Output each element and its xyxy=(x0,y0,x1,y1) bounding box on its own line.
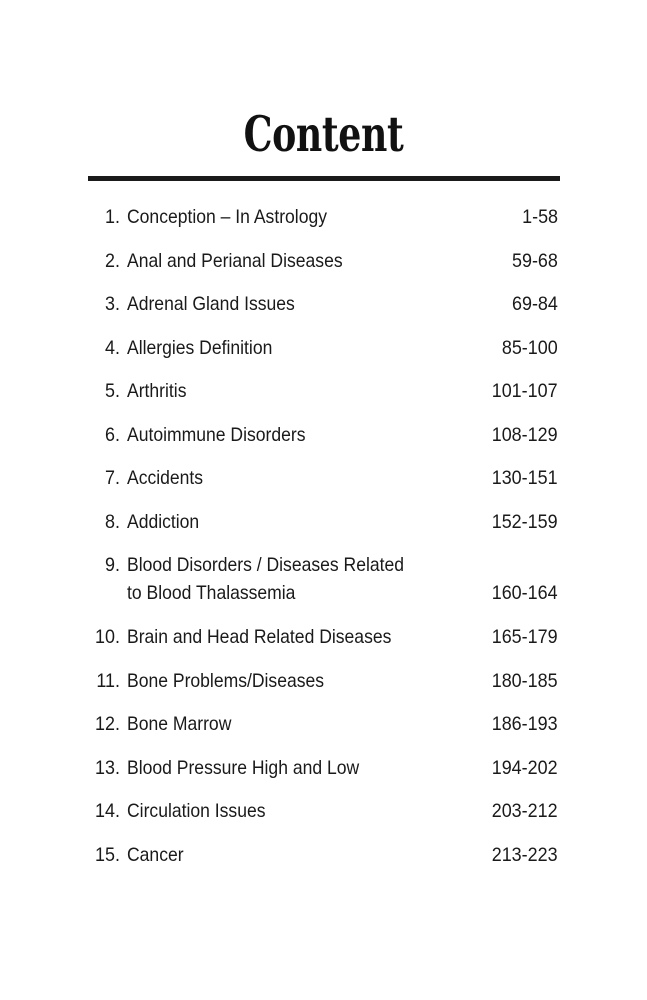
toc-entry-page-range: 194-202 xyxy=(492,756,558,779)
toc-entry-page-range: 101-107 xyxy=(492,380,558,402)
toc-entry-title-line1: Autoimmune Disorders xyxy=(127,423,306,446)
toc-entry-title[interactable] xyxy=(127,377,424,405)
toc-entry[interactable] xyxy=(88,508,558,552)
toc-entry[interactable] xyxy=(88,797,558,841)
toc-entry-page-range: 160-164 xyxy=(492,582,558,604)
toc-entry[interactable] xyxy=(88,754,558,798)
toc-entry-page-range: 108-129 xyxy=(492,423,558,446)
toc-entry-page-range: 1-58 xyxy=(522,206,558,228)
toc-entry-number: 1. xyxy=(105,206,120,228)
toc-entry-number: 10. xyxy=(95,626,120,648)
toc-entry-title-line2: to Blood Thalassemia xyxy=(127,582,296,604)
toc-entry[interactable] xyxy=(88,841,558,885)
toc-entry-number: 14. xyxy=(95,800,120,822)
toc-entry-title-line1: Blood Pressure High and Low xyxy=(127,756,360,779)
toc-entry-title-line1: Circulation Issues xyxy=(127,800,266,822)
toc-entry-page-range: 165-179 xyxy=(492,626,558,648)
toc-entry-page-range: 152-159 xyxy=(492,510,558,533)
toc-entry-number: 2. xyxy=(105,249,120,272)
toc-entry[interactable] xyxy=(88,334,558,378)
toc-entry-title[interactable] xyxy=(127,421,424,449)
toc-entry-title[interactable] xyxy=(127,464,424,492)
toc-entry-title-line1: Arthritis xyxy=(127,380,187,402)
page-title: Content xyxy=(243,105,404,163)
toc-entry[interactable] xyxy=(88,203,558,247)
toc-entry-title-line1: Blood Disorders / Diseases Related xyxy=(127,554,405,576)
toc-entry-page-range: 130-151 xyxy=(492,467,558,489)
toc-entry[interactable] xyxy=(88,667,558,711)
toc-entry[interactable] xyxy=(88,290,558,334)
toc-entry-title[interactable] xyxy=(127,710,424,738)
toc-entry[interactable] xyxy=(88,247,558,291)
toc-entry[interactable] xyxy=(88,377,558,421)
toc-entry-page-range: 186-193 xyxy=(492,713,558,735)
toc-entry[interactable] xyxy=(88,551,558,623)
toc-entry-title[interactable] xyxy=(127,551,424,607)
toc-entry-page-range: 213-223 xyxy=(492,843,558,866)
toc-entry-title[interactable] xyxy=(127,247,424,275)
toc-entry-page-range: 85-100 xyxy=(502,336,558,359)
toc-entry-title[interactable] xyxy=(127,334,424,362)
toc-entry-title-line1: Accidents xyxy=(127,467,204,489)
toc-entry-title[interactable] xyxy=(127,797,424,825)
toc-entry-number: 9. xyxy=(105,554,120,576)
heading-divider xyxy=(88,176,560,181)
toc-entry-title-line1: Bone Problems/Diseases xyxy=(127,669,325,692)
table-of-contents-list xyxy=(88,203,558,884)
toc-entry[interactable] xyxy=(88,464,558,508)
toc-entry-title[interactable] xyxy=(127,754,424,782)
toc-entry-number: 13. xyxy=(95,756,120,779)
toc-entry-title-line1: Brain and Head Related Diseases xyxy=(127,626,392,648)
toc-entry-number: 5. xyxy=(105,380,120,402)
toc-entry-number: 8. xyxy=(105,510,120,533)
toc-entry-title-line1: Bone Marrow xyxy=(127,713,232,735)
toc-entry[interactable] xyxy=(88,421,558,465)
toc-entry-title-line1: Allergies Definition xyxy=(127,336,273,359)
toc-entry-title-line1: Conception – In Astrology xyxy=(127,206,328,228)
toc-entry-title-line1: Adrenal Gland Issues xyxy=(127,293,295,315)
toc-entry-title-line1: Cancer xyxy=(127,843,184,866)
toc-entry[interactable] xyxy=(88,623,558,667)
toc-entry-title[interactable] xyxy=(127,508,424,536)
toc-entry-title[interactable] xyxy=(127,623,424,651)
toc-entry-title-line1: Addiction xyxy=(127,510,200,533)
toc-entry-number: 3. xyxy=(105,293,120,315)
toc-entry-page-range: 203-212 xyxy=(492,800,558,822)
toc-entry-page-range: 180-185 xyxy=(492,669,558,692)
toc-entry-title[interactable] xyxy=(127,841,424,869)
toc-entry-title[interactable] xyxy=(127,667,424,695)
toc-entry-number: 4. xyxy=(105,336,120,359)
toc-entry-page-range: 59-68 xyxy=(512,249,558,272)
toc-entry-number: 6. xyxy=(105,423,120,446)
toc-entry-number: 15. xyxy=(95,843,120,866)
toc-entry[interactable] xyxy=(88,710,558,754)
toc-entry-title[interactable] xyxy=(127,203,424,231)
toc-entry-page-range: 69-84 xyxy=(512,293,558,315)
toc-entry-title-line1: Anal and Perianal Diseases xyxy=(127,249,343,272)
toc-entry-title[interactable] xyxy=(127,290,424,318)
toc-entry-number: 12. xyxy=(95,713,120,735)
toc-entry-number: 11. xyxy=(96,669,120,692)
toc-entry-number: 7. xyxy=(105,467,120,489)
